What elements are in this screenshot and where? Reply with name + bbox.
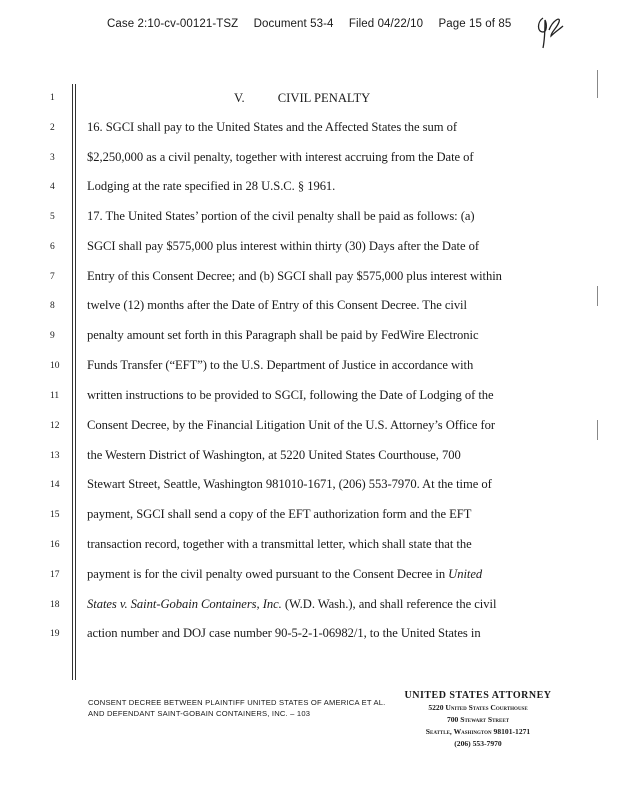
body-line: Lodging at the rate specified in 28 U.S.C. § 1961. — [87, 179, 336, 193]
body-line: Entry of this Consent Decree; and (b) SGCI shall pay $575,000 plus interest within — [87, 269, 502, 283]
case-citation-italic: States v. Saint-Gobain Containers, Inc. — [87, 597, 282, 611]
body-line: penalty amount set forth in this Paragraph shall be paid by FedWire Electronic — [87, 328, 479, 342]
attorney-title: UNITED STATES ATTORNEY — [404, 690, 552, 701]
body-line: 17. The United States’ portion of the civil penalty shall be paid as follows: (a) — [87, 209, 475, 223]
attorney-address: 5220 United States Courthouse — [428, 703, 528, 712]
page-count: Page 15 of 85 — [438, 18, 512, 30]
body-line: the Western District of Washington, at 5220 United States Courthouse, 700 — [87, 448, 461, 462]
attorney-phone: (206) 553-7970 — [454, 739, 502, 748]
footer-caption-line: AND DEFENDANT SAINT-GOBAIN CONTAINERS, INC. – 103 — [88, 709, 311, 718]
body-line: SGCI shall pay $575,000 plus interest within thirty (30) Days after the Date of — [87, 239, 479, 253]
document-number: Document 53-4 — [253, 18, 334, 30]
line-number: 12 — [50, 421, 60, 431]
body-line-text: (W.D. Wash.), and shall reference the civil — [281, 597, 497, 611]
line-number: 10 — [50, 361, 60, 371]
attorney-block — [398, 690, 558, 750]
body-line: action number and DOJ case number 90-5-2-1-06982/1, to the United States in — [87, 626, 481, 640]
line-number: 19 — [50, 629, 60, 639]
attorney-address: Seattle, Washington 98101-1271 — [425, 727, 531, 736]
case-number: Case 2:10-cv-00121-TSZ — [107, 18, 239, 30]
body-line: Stewart Street, Seattle, Washington 981010-1671, (206) 553-7970. At the time of — [87, 477, 492, 491]
line-number: 9 — [50, 331, 55, 341]
line-number: 17 — [50, 570, 60, 580]
body-line: payment, SGCI shall send a copy of the EFT authorization form and the EFT — [87, 507, 472, 521]
body-line: Funds Transfer (“EFT”) to the U.S. Department of Justice in accordance with — [87, 358, 474, 372]
left-margin-rule — [72, 84, 73, 680]
line-number: 18 — [50, 600, 60, 610]
footer-caption — [88, 697, 385, 719]
body-line: $2,250,000 as a civil penalty, together with interest accruing from the Date of — [87, 150, 474, 164]
section-title: CIVIL PENALTY — [277, 91, 371, 105]
body-line: Consent Decree, by the Financial Litigation Unit of the U.S. Attorney’s Office for — [87, 418, 496, 432]
right-margin-mark — [597, 420, 598, 440]
line-number: 5 — [50, 212, 55, 222]
line-number: 15 — [50, 510, 60, 520]
attorney-address: 700 Stewart Street — [446, 715, 510, 724]
section-number: V. — [234, 91, 245, 105]
body-line — [87, 597, 496, 612]
line-number: 13 — [50, 451, 60, 461]
line-number: 14 — [50, 480, 60, 490]
filing-header — [107, 18, 523, 30]
section-heading — [234, 91, 370, 106]
line-number: 2 — [50, 123, 55, 133]
filed-date: Filed 04/22/10 — [348, 18, 424, 30]
body-line-text: payment is for the civil penalty owed pursuant to the Consent Decree in — [87, 567, 449, 581]
line-number: 11 — [50, 391, 60, 401]
body-line: 16. SGCI shall pay to the United States and the Affected States the sum of — [87, 120, 457, 134]
handwritten-initials-icon — [533, 12, 565, 52]
line-number: 3 — [50, 153, 55, 163]
case-citation-italic: United — [448, 567, 483, 581]
body-line: transaction record, together with a transmittal letter, which shall state that the — [87, 537, 472, 551]
left-margin-rule-inner — [75, 84, 76, 680]
line-number: 8 — [50, 301, 55, 311]
right-margin-mark — [597, 286, 598, 306]
body-line — [87, 567, 482, 582]
right-margin-mark — [597, 70, 598, 98]
line-number: 16 — [50, 540, 60, 550]
line-number: 7 — [50, 272, 55, 282]
body-line: twelve (12) months after the Date of Entry of this Consent Decree. The civil — [87, 298, 467, 312]
line-number: 1 — [50, 93, 55, 103]
line-number: 4 — [50, 182, 55, 192]
line-number: 6 — [50, 242, 55, 252]
body-line: written instructions to be provided to SGCI, following the Date of Lodging of the — [87, 388, 494, 402]
footer-caption-line: CONSENT DECREE BETWEEN PLAINTIFF UNITED STATES OF AMERICA ET AL. — [88, 698, 386, 707]
